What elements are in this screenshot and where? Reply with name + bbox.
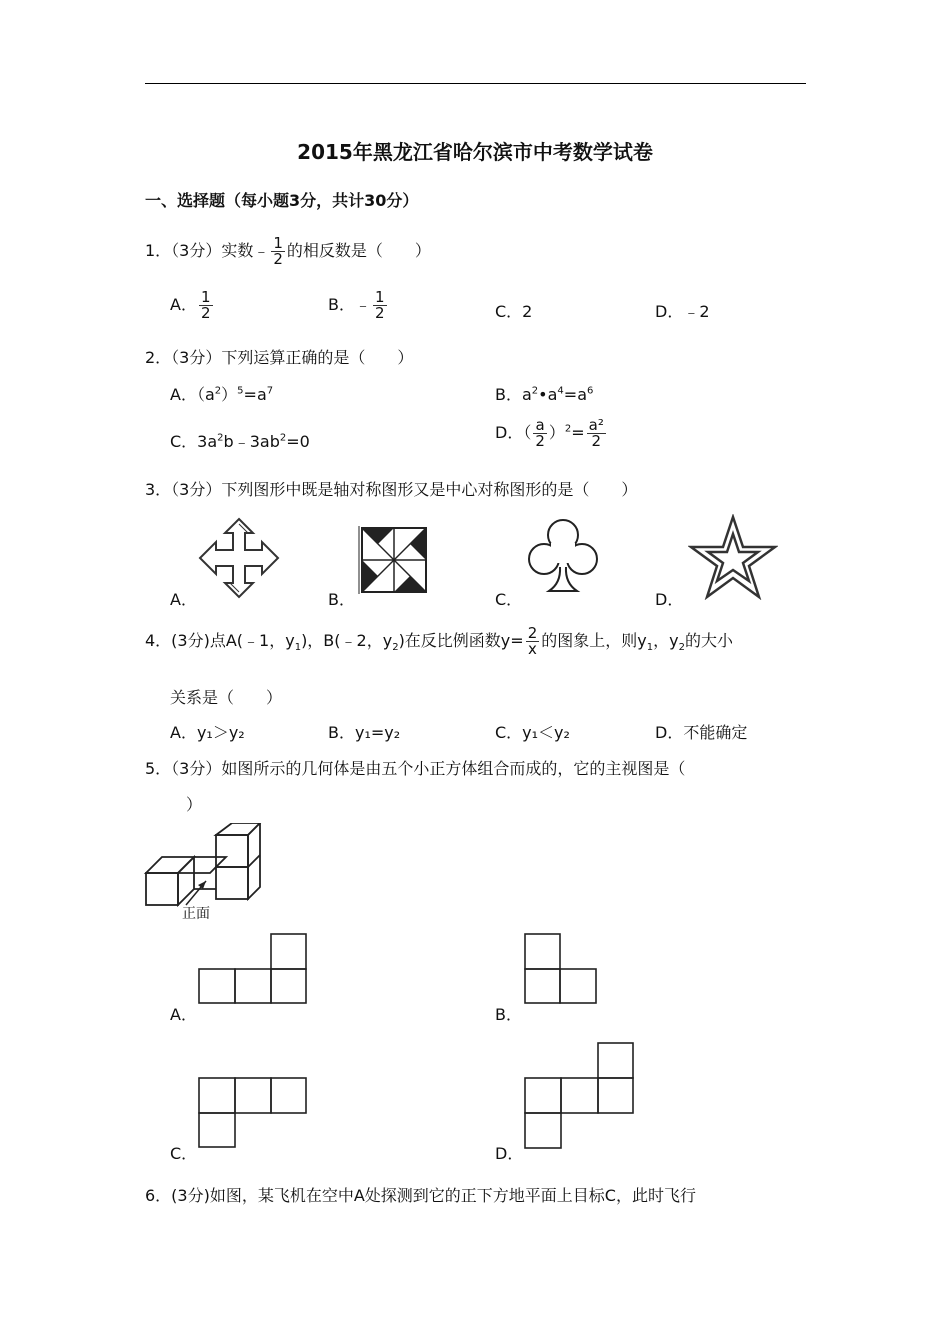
fraction: $\frac{1}{2}$ (273, 234, 283, 268)
page-title: 2015年黑龙江省哈尔滨市中考数学试卷 (297, 140, 653, 164)
question-6: 6．(3分)如图，某飞机在空中A处探测到它的正下方地平面上目标C，此时飞行 (145, 1186, 696, 1205)
q1-option-d[interactable]: D．﹣2 (655, 302, 710, 321)
q1-option-c[interactable]: C．2 (495, 302, 533, 321)
question-4: 4．(3分)点A(﹣1，$y_1$)，B(﹣2，$y_2$)在反比例函数y= $\frac{2}{x}$ 的图象上，则$y_1$，$y_2$的大小 (145, 624, 733, 658)
q5-option-b[interactable]: B． (495, 1005, 522, 1024)
q1-option-b[interactable]: B．﹣ $\frac{1}{2}$ (328, 288, 385, 322)
cube-solid-figure (142, 823, 264, 913)
q5-option-d-figure (524, 1042, 636, 1150)
club-figure (527, 517, 599, 595)
q2-option-b[interactable]: B．$a^2•a^4=a^6$ (495, 385, 594, 404)
q2-option-d[interactable]: D．（ $\frac{a}{2}$ ）$^2$= $\frac{\text{a²}}{2}$ (495, 416, 604, 450)
q4-option-d[interactable]: D．不能确定 (655, 723, 748, 742)
q3-option-c[interactable]: C． (495, 590, 523, 609)
q5-option-a[interactable]: A． (170, 1005, 197, 1024)
section-heading: 一、选择题（每小题3分，共计30分） (145, 191, 419, 210)
question-1: 1．（3分）实数﹣ $\frac{1}{2}$ 的相反数是（ ） (145, 234, 431, 268)
q3-option-b[interactable]: B． (328, 590, 355, 609)
question-3: 3．（3分）下列图形中既是轴对称图形又是中心对称图形的是（ ） (145, 480, 638, 499)
header-rule (145, 83, 806, 84)
q3-option-d[interactable]: D． (655, 590, 684, 609)
question-5: 5．（3分）如图所示的几何体是由五个小正方体组合而成的，它的主视图是（ (145, 759, 686, 778)
question-2: 2．（3分）下列运算正确的是（ ） (145, 348, 414, 367)
q2-option-c[interactable]: C．$3a^2b﹣3ab^2=0$ (170, 432, 310, 451)
q4-option-b[interactable]: B．y₁=y₂ (328, 723, 401, 742)
q5-option-d[interactable]: D． (495, 1144, 524, 1163)
q5-option-b-figure (524, 933, 598, 1005)
q1-option-a[interactable]: A． $\frac{1}{2}$ (170, 288, 211, 322)
q5-option-c-figure (198, 1077, 308, 1149)
q3-option-a[interactable]: A． (170, 590, 197, 609)
q4-option-c[interactable]: C．y₁＜y₂ (495, 723, 570, 742)
pinwheel-figure (358, 524, 430, 596)
front-label: 正面 (182, 906, 210, 922)
question-4-line2: 关系是（ ） (170, 688, 283, 707)
q4-option-a[interactable]: A．y₁＞y₂ (170, 723, 245, 742)
star-figure (688, 514, 778, 600)
q2-option-a[interactable]: A．$(a^2)^5=a^7$ (170, 385, 274, 404)
four-arrow-cross-figure (198, 517, 280, 599)
q5-option-a-figure (198, 933, 308, 1005)
question-5-line2: ） (186, 795, 203, 814)
q5-option-c[interactable]: C． (170, 1144, 198, 1163)
